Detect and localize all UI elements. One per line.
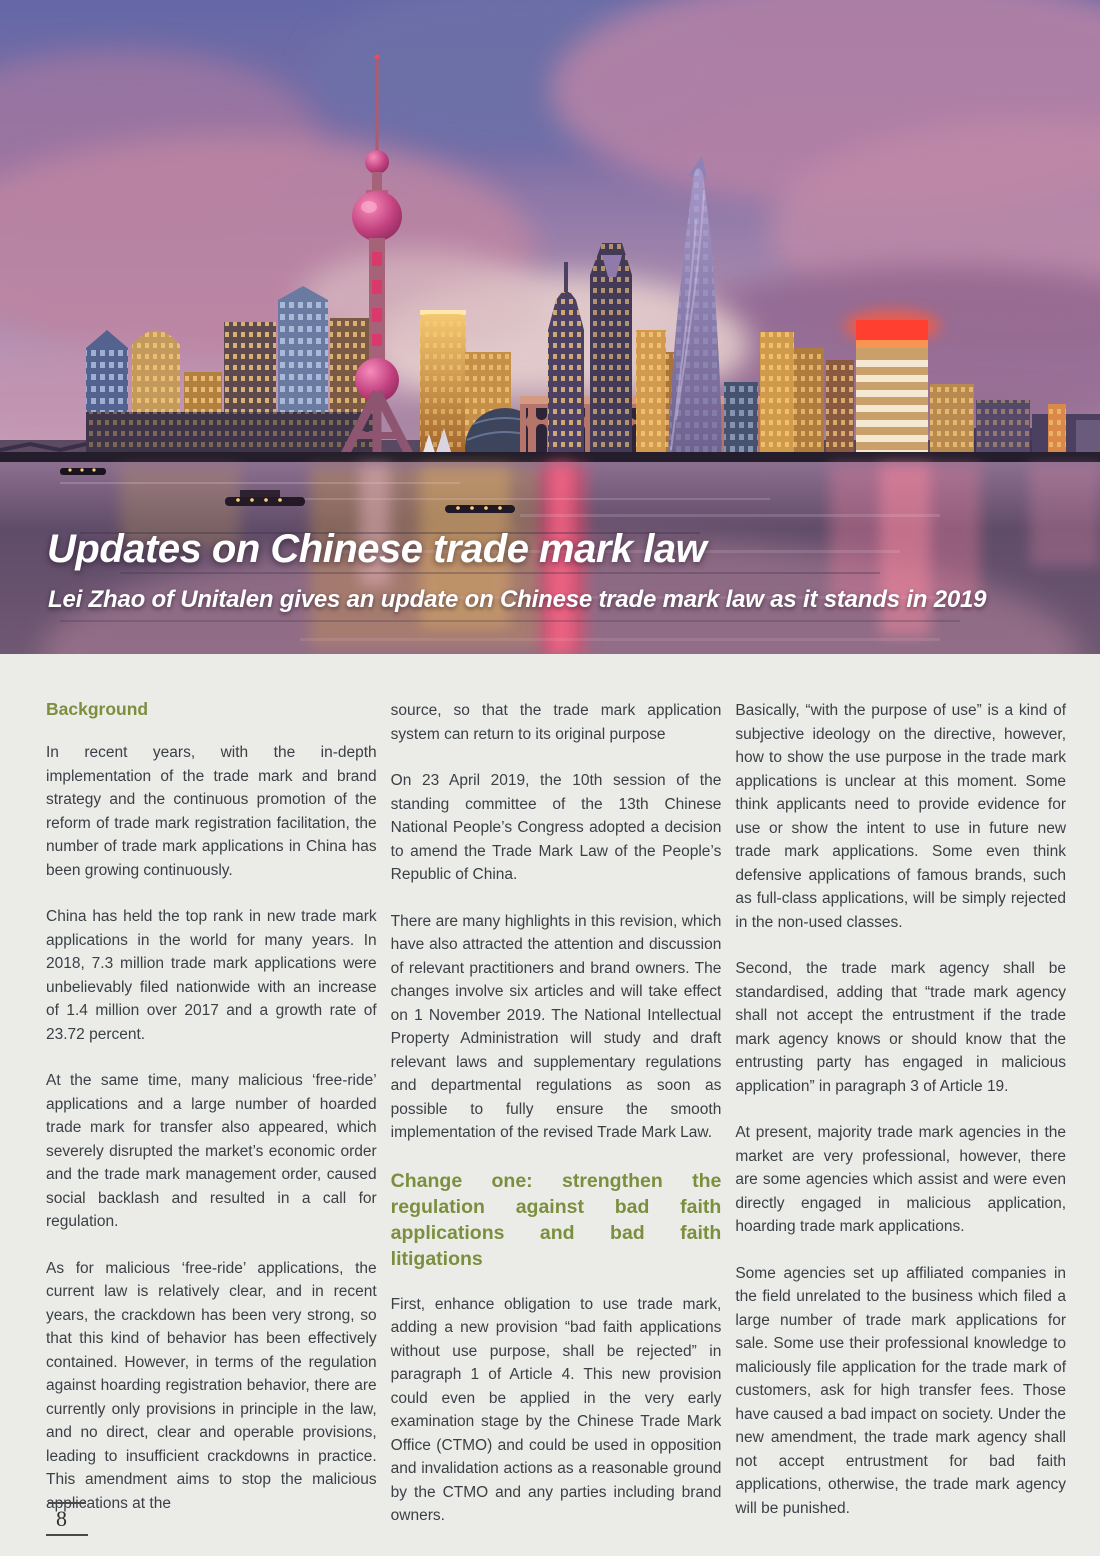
- paragraph: Some agencies set up affiliated companies in the field unrelated to the business which filed a large number of trade mark applications for sale. Some use their professional knowledge to maliciously file application for the trade mark of customers, ask for high transfer fees. Those have caused a bad impact on society. Under the new amendment, the trade mark agency shall not accept entrustment for bad faith applications, otherwise, the trade mark agency will be punished.: [735, 1264, 1067, 1517]
- paragraph: First, enhance obligation to use trade mark, adding a new provision “bad faith applications without use purpose, shall be rejected” in paragraph 1 of Article 4. This new provision could even be applied in the very early examination stage by the Chinese Trade Mark Office (CTMO) and could be used in opposition and invalidation actions as a reasonable ground by the CTMO and any parties including brand owners.: [390, 1295, 722, 1524]
- page-footer: [46, 1502, 106, 1536]
- paragraph: On 23 April 2019, the 10th session of the standing committee of the 13th Chinese National People’s Congress adopted a decision to amend the Trade Mark Law of the People’s Republic of China.: [390, 772, 722, 883]
- paragraph: As for malicious ‘free-ride’ applications, the current law is relatively clear, and in recent years, the crackdown has been very strong, so that this kind of behavior has been effectively contained. However, in terms of the regulation against hoarding registration behavior, there are currently only provisions in principle in the law, and no direct, clear and operable provisions, leading to insufficient crackdowns in practice. This amendment aims to stop the malicious applications at the: [46, 1259, 377, 1512]
- paragraph: China has held the top rank in new trade mark applications in the world for many years. In 2018, 7.3 million trade mark applications were unbelievably filed nationwide with an increase of 1.4 million over 2017 and a growth rate of 23.72 percent.: [46, 908, 377, 1043]
- column-2: [391, 699, 722, 1551]
- section-heading-background: Background: [46, 699, 149, 719]
- paragraph: source, so that the trade mark application system can return to its original purpose: [390, 702, 722, 743]
- hero-photo-shanghai-skyline: [0, 0, 1100, 654]
- article-columns: [46, 699, 1066, 1551]
- paragraph: Basically, “with the purpose of use” is a kind of subjective ideology on the directive, however, how to show the use purpose in the trade mark applications is unclear at this moment. Some think applicants need to provide evidence for use or show the intent to use in future new trade mark applications. Some even think defensive applications of famous brands, such as full-class applications, will be simply rejected in the non-used classes.: [735, 702, 1067, 931]
- section-heading-change-one: Change one: strengthen the regulation against bad faith applications and bad faith litigations: [390, 1169, 722, 1270]
- column-1: [46, 699, 377, 1551]
- page-title: Updates on Chinese trade mark law: [47, 527, 707, 571]
- paragraph: At the same time, many malicious ‘free-ride’ applications and a large number of hoarded trade mark for transfer also appeared, which severely disrupted the market’s economic order and the trade mark management order, caused social backlash and resulted in a call for regulation.: [46, 1072, 377, 1230]
- paragraph: There are many highlights in this revision, which have also attracted the attention and discussion of relevant practitioners and brand owners. The changes involve six articles and will take effect on 1 November 2019. The National Intellectual Property Administration will study and draft relevant laws and supplementary regulations and departmental regulations as soon as possible to fully ensure the smooth implementation of the revised Trade Mark Law.: [390, 912, 722, 1141]
- paragraph: Second, the trade mark agency shall be standardised, adding that “trade mark agency shall not accept the entrustment if the trade mark agency knows or should know that the entrusting party has engaged in malicious application” in paragraph 3 of Article 19.: [735, 960, 1067, 1095]
- page-number-rule-top: [48, 1502, 86, 1504]
- page-number-rule-bottom: [46, 1534, 88, 1536]
- page-number: 8: [56, 1506, 67, 1531]
- swfc-tower: [590, 243, 632, 462]
- page-subtitle: Lei Zhao of Unitalen gives an update on Chinese trade mark law as it stands in 2019: [48, 586, 987, 613]
- column-3: [735, 699, 1066, 1551]
- paragraph: At present, majority trade mark agencies in the market are very professional, however, there are some agencies which assist and were even directly engaged in malicious application, hoarding trade mark applications.: [735, 1124, 1067, 1235]
- paragraph: In recent years, with the in-depth implementation of the trade mark and brand strategy and the continuous promotion of the reform of trade mark registration facilitation, the number of trade mark applications in China has been growing continuously.: [46, 744, 377, 879]
